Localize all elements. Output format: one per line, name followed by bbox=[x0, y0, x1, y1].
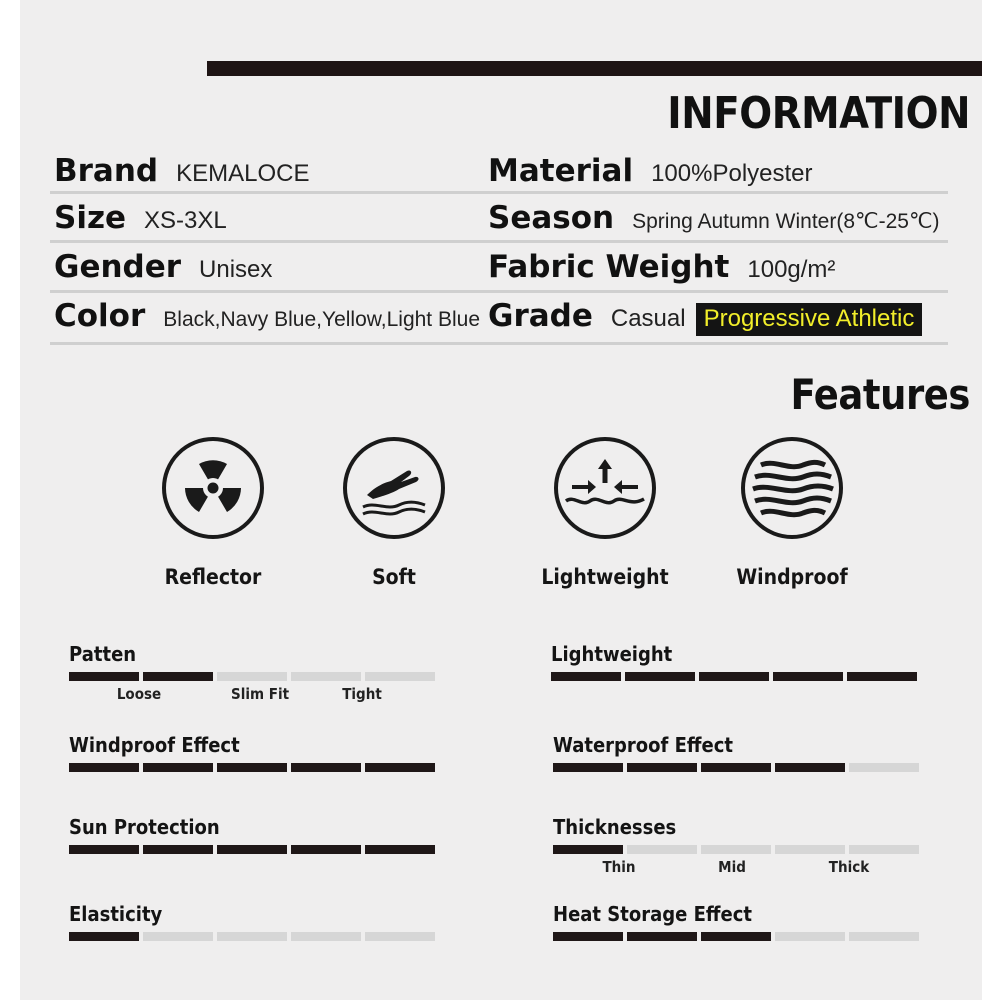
metric-thicknesses bbox=[553, 815, 933, 880]
metric-title: Lightweight bbox=[551, 642, 673, 666]
rating-segment-empty bbox=[291, 932, 361, 941]
feature-lightweight bbox=[515, 437, 695, 589]
rating-segment-filled bbox=[699, 672, 769, 681]
metric-title: Heat Storage Effect bbox=[553, 902, 752, 926]
rating-segment-filled bbox=[365, 845, 435, 854]
rating-segment-filled bbox=[553, 932, 623, 941]
info-material bbox=[488, 153, 813, 189]
wind-lines-icon bbox=[741, 437, 843, 539]
rating-segment-filled bbox=[69, 763, 139, 772]
rating-segment-filled bbox=[701, 763, 771, 772]
rating-segment-filled bbox=[143, 845, 213, 854]
info-value: Unisex bbox=[199, 256, 273, 283]
rating-ticks bbox=[69, 685, 449, 707]
rating-segment-filled bbox=[69, 845, 139, 854]
rating-segment-empty bbox=[627, 845, 697, 854]
rating-segment-filled bbox=[143, 672, 213, 681]
metric-title: Elasticity bbox=[69, 902, 163, 926]
info-key: Gender bbox=[54, 249, 182, 285]
grade-highlight: Progressive Athletic bbox=[696, 303, 923, 336]
info-grade bbox=[488, 298, 922, 336]
rating-bar bbox=[69, 763, 449, 772]
rating-segment-empty bbox=[217, 932, 287, 941]
feature-reflector bbox=[123, 437, 303, 589]
info-season bbox=[488, 200, 940, 236]
rating-bar bbox=[553, 932, 933, 941]
arrows-wave-icon bbox=[554, 437, 656, 539]
info-value: 100%Polyester bbox=[651, 160, 813, 187]
rating-segment-filled bbox=[217, 845, 287, 854]
rating-segment-filled bbox=[625, 672, 695, 681]
rating-segment-empty bbox=[291, 672, 361, 681]
rating-segment-filled bbox=[69, 932, 139, 941]
rating-bar bbox=[553, 763, 933, 772]
rating-bar bbox=[551, 672, 931, 681]
tick-label: Tight bbox=[342, 685, 382, 703]
rating-segment-filled bbox=[553, 763, 623, 772]
info-key: Season bbox=[488, 200, 615, 236]
info-key: Material bbox=[488, 153, 634, 189]
metric-heat-storage-effect bbox=[553, 902, 933, 941]
rating-segment-filled bbox=[627, 763, 697, 772]
rating-ticks bbox=[553, 858, 933, 880]
rating-bar bbox=[69, 845, 449, 854]
info-value: KEMALOCE bbox=[176, 160, 310, 187]
spec-sheet bbox=[20, 0, 982, 1000]
info-value: 100g/m² bbox=[747, 256, 836, 283]
info-key: Fabric Weight bbox=[488, 249, 730, 285]
row-divider bbox=[50, 240, 948, 243]
radiation-icon bbox=[162, 437, 264, 539]
tick-label: Mid bbox=[718, 858, 746, 876]
rating-segment-filled bbox=[773, 672, 843, 681]
header-bar bbox=[207, 61, 982, 76]
rating-segment-empty bbox=[849, 763, 919, 772]
feature-windproof bbox=[702, 437, 882, 589]
rating-bar bbox=[69, 932, 449, 941]
rating-segment-filled bbox=[847, 672, 917, 681]
info-key: Brand bbox=[54, 153, 159, 189]
metric-waterproof-effect bbox=[553, 733, 933, 772]
rating-segment-empty bbox=[701, 845, 771, 854]
rating-segment-filled bbox=[701, 932, 771, 941]
rating-segment-empty bbox=[365, 672, 435, 681]
tick-label: Thick bbox=[828, 858, 870, 876]
rating-segment-empty bbox=[849, 932, 919, 941]
info-size bbox=[54, 200, 227, 236]
metric-title: Sun Protection bbox=[69, 815, 220, 839]
info-value: Spring Autumn Winter(8℃-25℃) bbox=[632, 210, 940, 233]
row-divider bbox=[50, 342, 948, 345]
feature-label: Windproof bbox=[736, 565, 848, 589]
rating-segment-filled bbox=[143, 763, 213, 772]
info-key: Color bbox=[54, 298, 146, 334]
rating-segment-filled bbox=[291, 845, 361, 854]
feature-label: Soft bbox=[372, 565, 416, 589]
rating-segment-empty bbox=[365, 932, 435, 941]
rating-segment-filled bbox=[775, 763, 845, 772]
feature-label: Reflector bbox=[164, 565, 262, 589]
info-key: Size bbox=[54, 200, 127, 236]
info-value: Black,Navy Blue,Yellow,Light Blue bbox=[163, 308, 481, 331]
metric-title: Windproof Effect bbox=[69, 733, 240, 757]
features-title: Features bbox=[790, 370, 970, 419]
metric-patten bbox=[69, 642, 449, 707]
info-color bbox=[54, 298, 480, 334]
tick-label: Loose bbox=[116, 685, 162, 703]
rating-segment-empty bbox=[143, 932, 213, 941]
tick-label: Thin bbox=[602, 858, 636, 876]
rating-segment-empty bbox=[217, 672, 287, 681]
metric-title: Waterproof Effect bbox=[553, 733, 733, 757]
metric-lightweight bbox=[551, 642, 931, 681]
metric-elasticity bbox=[69, 902, 449, 941]
feature-soft bbox=[304, 437, 484, 589]
rating-segment-empty bbox=[775, 932, 845, 941]
metric-sun-protection bbox=[69, 815, 449, 854]
rating-segment-filled bbox=[551, 672, 621, 681]
rating-bar bbox=[69, 672, 449, 681]
row-divider bbox=[50, 191, 948, 194]
metric-title: Thicknesses bbox=[553, 815, 677, 839]
rating-segment-empty bbox=[849, 845, 919, 854]
info-brand bbox=[54, 153, 309, 189]
rating-segment-filled bbox=[553, 845, 623, 854]
row-divider bbox=[50, 290, 948, 293]
information-title: INFORMATION bbox=[667, 88, 970, 139]
metric-windproof-effect bbox=[69, 733, 449, 772]
rating-segment-filled bbox=[291, 763, 361, 772]
rating-segment-filled bbox=[69, 672, 139, 681]
metric-title: Patten bbox=[69, 642, 137, 666]
info-gender bbox=[54, 249, 272, 285]
info-value: Casual bbox=[610, 305, 686, 332]
feature-label: Lightweight bbox=[541, 565, 669, 589]
rating-segment-empty bbox=[775, 845, 845, 854]
tick-label: Slim Fit bbox=[230, 685, 290, 703]
info-value: XS-3XL bbox=[144, 207, 227, 234]
info-key: Grade bbox=[488, 298, 593, 334]
rating-segment-filled bbox=[627, 932, 697, 941]
rating-bar bbox=[553, 845, 933, 854]
rating-segment-filled bbox=[365, 763, 435, 772]
rating-segment-filled bbox=[217, 763, 287, 772]
info-fabric-weight bbox=[488, 249, 835, 285]
hand-feather-icon bbox=[343, 437, 445, 539]
